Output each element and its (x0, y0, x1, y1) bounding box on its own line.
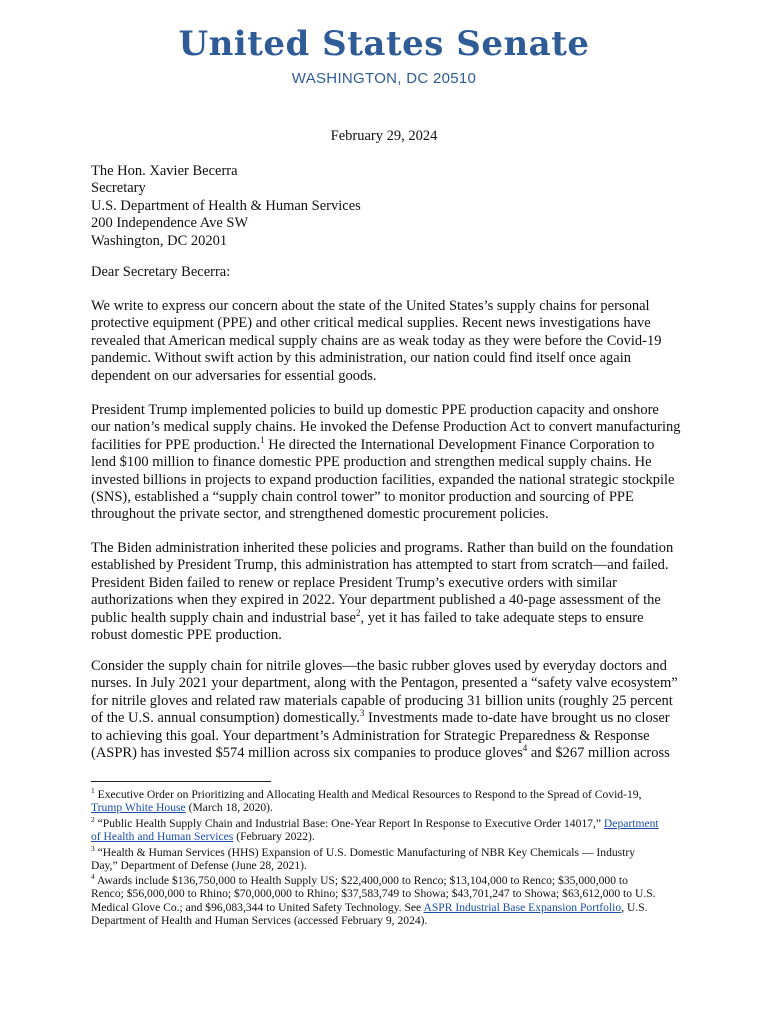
paragraph-2 (91, 402, 681, 524)
footnote-line: Renco; $56,000,000 to Rhino; $70,000,000 to Rhino; $37,583,749 to Showa; $43,701,247 to Showa; $63,612,000 to U.S. (91, 887, 656, 901)
text-run: (February 2022). (233, 830, 315, 844)
footnote-divider (91, 781, 271, 782)
footnote-line: Day,” Department of Defense (June 28, 2021). (91, 859, 307, 873)
paragraph-line: pandemic. Without swift action by this administration, our nation could find itself once again (91, 350, 631, 367)
paragraph-line: robust domestic PPE production. (91, 627, 282, 644)
paragraph-line: protective equipment (PPE) and other critical medical supplies. Recent news investigations have (91, 315, 651, 332)
aspr-portfolio-link[interactable]: ASPR Industrial Base Expansion Portfolio (423, 900, 622, 914)
paragraph-line: (SNS), established a “supply chain control tower” to monitor production and sourcing of PPE (91, 489, 634, 506)
recipient-street: 200 Independence Ave SW (91, 215, 249, 232)
footnote-4 (91, 874, 691, 928)
recipient-name: The Hon. Xavier Becerra (91, 163, 238, 179)
paragraph-line: throughout the private sector, and strengthened domestic procurement policies. (91, 506, 549, 523)
salutation: Dear Secretary Becerra: (91, 264, 231, 280)
paragraph-line: We write to express our concern about the state of the United States’s supply chains for personal (91, 298, 650, 314)
paragraph-4 (91, 658, 681, 762)
text-run: (ASPR) has invested $574 million across six companies to produce gloves (91, 745, 523, 762)
footnote-line (91, 801, 691, 814)
footnote-number: 4 (91, 872, 95, 882)
text-run: Awards include $136,750,000 to Health Supply US; $22,400,000 to Renco; $13,104,000 to Renco; $35,000,000 to (94, 874, 628, 887)
paragraph-line: our nation’s medical supply chains. He invoked the Defense Production Act to convert manufacturing (91, 419, 681, 436)
letterhead-title: United States Senate (178, 24, 590, 64)
text-run: public health supply chain and industrial base (91, 609, 356, 626)
footnote-line (91, 846, 691, 859)
footnote-1 (91, 788, 691, 815)
paragraph-1 (91, 298, 681, 385)
footnote-2 (91, 817, 691, 844)
letterhead-subtitle: WASHINGTON, DC 20510 (291, 70, 477, 87)
hhs-report-link-cont[interactable]: of Health and Human Services (91, 830, 234, 844)
paragraph-line: established by President Trump, this administration has attempted to start from scratch—and failed. (91, 557, 669, 574)
footnote-line (91, 874, 691, 887)
text-run: and $267 million across (527, 745, 670, 762)
trump-white-house-link[interactable]: Trump White House (91, 801, 186, 815)
footnote-line (91, 817, 691, 830)
recipient-title: Secretary (91, 180, 146, 197)
paragraph-line: for nitrile gloves and related raw materials capable of producing 31 billion units (roughly 25 percent (91, 692, 673, 709)
paragraph-line: lend $100 million to finance domestic PPE production and strengthen medical supply chains. He (91, 454, 652, 471)
text-run: facilities for PPE production. (91, 436, 261, 453)
text-run: , U.S. (621, 900, 648, 914)
text-run: Executive Order on Prioritizing and Allocating Health and Medical Resources to Respond to the Spread of Covid-19, (94, 788, 642, 801)
text-run: He directed the International Development Finance Corporation to (264, 436, 655, 453)
paragraph-line (91, 434, 681, 454)
footnote-line (91, 788, 691, 801)
paragraph-line (91, 607, 681, 627)
footnote-number: 3 (91, 844, 95, 854)
recipient-department: U.S. Department of Health & Human Services (91, 197, 361, 214)
paragraph-line: authorizations when they expired in 2022. Your department published a 40-page assessment of the (91, 592, 661, 609)
paragraph-line: to achieving this goal. Your department’s Administration for Strategic Preparedness & Response (91, 727, 650, 744)
paragraph-line: The Biden administration inherited these policies and programs. Rather than build on the foundation (91, 540, 674, 556)
footnote-line (91, 901, 691, 914)
footnote-line (91, 830, 691, 843)
text-run: , yet it has failed to take adequate steps to ensure (360, 609, 644, 626)
paragraph-line: Consider the supply chain for nitrile gloves—the basic rubber gloves used by everyday doctors and (91, 658, 667, 674)
text-run: “Health & Human Services (HHS) Expansion of U.S. Domestic Manufacturing of NBR Key Chemicals — Industry (94, 846, 636, 859)
recipient-address (91, 163, 361, 250)
paragraph-line: President Biden failed to renew or replace President Trump’s executive orders with similar (91, 574, 617, 591)
text-run: Medical Glove Co.; and $96,083,344 to United Safety Technology. See (91, 900, 424, 914)
paragraph-line (91, 710, 681, 727)
text-run: Investments made to-date have brought us no closer (364, 710, 670, 727)
paragraph-line: dependent on our adversaries for essential goods. (91, 367, 377, 384)
footnote-line: Department of Health and Human Services (accessed February 9, 2024). (91, 914, 428, 928)
hhs-report-link[interactable]: Department (603, 817, 659, 830)
paragraph-line (91, 745, 681, 762)
footnote-3 (91, 846, 691, 873)
text-run: “Public Health Supply Chain and Industrial Base: One-Year Report In Response to Executive Order 14017,” (94, 817, 604, 830)
footnote-ref-2[interactable]: 2 (355, 607, 361, 618)
footnote-number: 1 (91, 786, 95, 796)
footnote-ref-1[interactable]: 1 (260, 434, 265, 445)
paragraph-line: revealed that American medical supply chains are as weak today as they were before the Covid-19 (91, 332, 662, 349)
text-run: of the U.S. annual consumption) domestically. (91, 710, 360, 727)
paragraph-line: President Trump implemented policies to build up domestic PPE production capacity and onshore (91, 402, 659, 418)
footnote-number: 2 (91, 815, 95, 825)
text-run: (March 18, 2020). (185, 801, 273, 815)
paragraph-line: nurses. In July 2021 your department, along with the Pentagon, presented a “safety valve ecosystem” (91, 675, 678, 692)
recipient-city: Washington, DC 20201 (91, 232, 228, 249)
paragraph-line: invested billions in projects to expand production facilities, expanded the national strategic stockpile (91, 471, 675, 488)
letter-date: February 29, 2024 (330, 128, 438, 144)
footnote-ref-4[interactable]: 4 (522, 743, 528, 754)
paragraph-3 (91, 540, 681, 644)
footnote-ref-3[interactable]: 3 (359, 708, 365, 719)
